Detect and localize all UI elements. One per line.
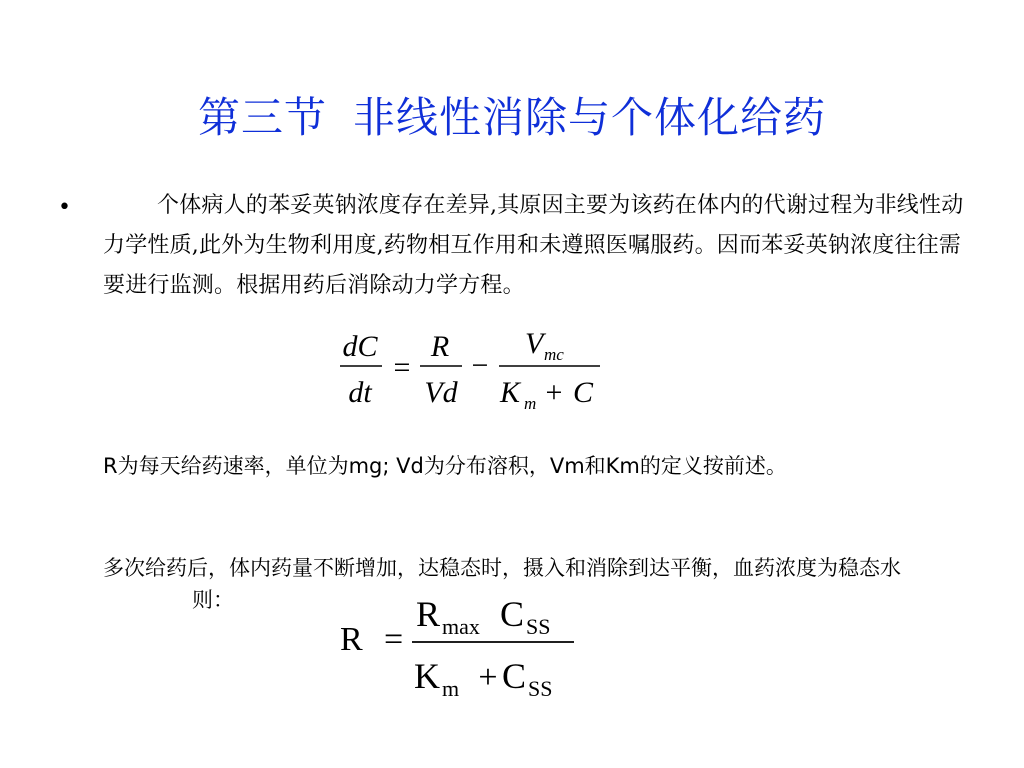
term2-denominator-c: C (573, 376, 594, 409)
steady-state-text-start: 多次给药后，体内药量不断增加，达稳态时，摄入和消除到达平衡，血药浓度为稳态水 (103, 556, 901, 580)
term2-denominator-k: K (500, 376, 521, 409)
term2-numerator: V (525, 327, 544, 360)
eq2-den-k-sub: m (442, 676, 460, 700)
term2-denominator-plus: + (545, 376, 563, 409)
steady-state-text-end: 则： (192, 588, 235, 612)
eq2-lhs: R (340, 621, 363, 658)
term2-denominator-k-sub: m (524, 394, 537, 410)
eq2-num-c-sub: SS (526, 614, 551, 639)
eq2-den-c-sub: SS (528, 676, 553, 700)
slide-title (0, 88, 1024, 148)
steady-state-equation (336, 590, 586, 700)
elimination-equation (338, 326, 608, 410)
eq2-num-c: C (500, 594, 525, 634)
term2-numerator-sub: mc (544, 345, 564, 364)
paragraph-definitions: R为每天给药速率，单位为mg; Vd为分布溶积，Vm和Km的定义按前述。 (103, 454, 787, 478)
eq2-den-plus: + (478, 659, 498, 696)
paragraph-intro: 个体病人的苯妥英钠浓度存在差异,其原因主要为该药在体内的代谢过程为非线性动力学性质,此外为生物利用度,药物相互作用和未遵照医嘱服药。因而苯妥英钠浓度往往需要进行监测。根据用药后消除动力学方程。 (103, 193, 964, 298)
equals-sign: = (393, 351, 411, 384)
term1-numerator: R (430, 330, 450, 363)
eq2-den-k: K (414, 656, 440, 696)
steady-state-equation-svg (336, 590, 586, 700)
elimination-equation-svg (338, 326, 608, 410)
bullet-marker: • (58, 195, 71, 220)
title-section: 第三节 (197, 93, 327, 142)
eq2-num-r: R (416, 594, 441, 634)
eq2-den-c: C (502, 656, 527, 696)
eq2-equals: = (384, 621, 404, 658)
lhs-numerator: dC (342, 330, 378, 363)
minus-sign: − (471, 349, 489, 382)
title-topic: 非线性消除与个体化给药 (353, 93, 827, 142)
term1-denominator: Vd (424, 376, 458, 409)
lhs-denominator: dt (348, 376, 372, 409)
eq2-num-r-sub: max (442, 614, 480, 639)
